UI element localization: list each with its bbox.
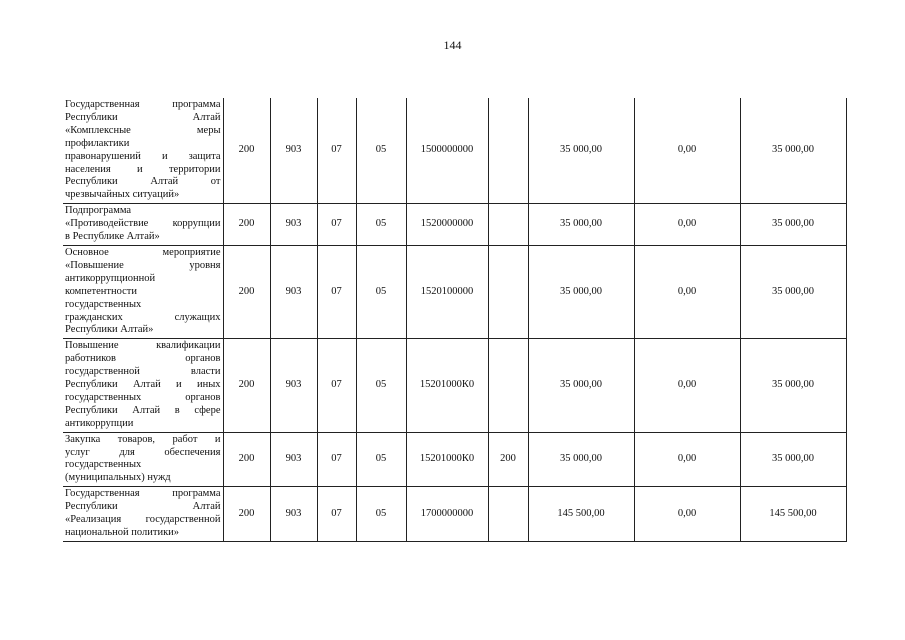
amount-change-cell: 0,00 — [634, 432, 740, 487]
amount-total-cell: 35 000,00 — [740, 339, 846, 432]
section-code-cell: 200 — [223, 339, 270, 432]
ministry-code-cell: 903 — [270, 487, 317, 542]
budget-table — [63, 98, 847, 542]
subchapter-code-cell: 05 — [356, 245, 406, 338]
expense-type-cell: 200 — [488, 432, 528, 487]
amount-total-cell: 35 000,00 — [740, 245, 846, 338]
item-name-line: Закупка товаров, работ и — [65, 433, 221, 445]
amount-change-cell: 0,00 — [634, 204, 740, 246]
item-name-line: Республики Алтай — [65, 111, 221, 123]
item-name-line: Республики Алтай и иных — [65, 379, 221, 391]
item-name-line: Подпрограмма — [65, 205, 132, 217]
subchapter-code-cell: 05 — [356, 204, 406, 246]
item-name-line: Государственная программа — [65, 99, 221, 110]
expense-type-cell — [488, 487, 528, 542]
section-code-cell: 200 — [223, 487, 270, 542]
ministry-code-cell: 903 — [270, 339, 317, 432]
expense-type-cell — [488, 245, 528, 338]
item-name-line: услуг для обеспечения — [65, 446, 221, 458]
item-name-line: государственных — [65, 459, 142, 471]
target-article-cell: 1520000000 — [406, 204, 488, 246]
item-name-line: «Повышение уровня — [65, 259, 221, 271]
subchapter-code-cell: 05 — [356, 432, 406, 487]
chapter-code-cell: 07 — [317, 98, 356, 204]
section-code-cell: 200 — [223, 245, 270, 338]
item-name-cell — [63, 432, 223, 487]
amount-total-cell: 35 000,00 — [740, 432, 846, 487]
table-row — [63, 204, 846, 246]
expense-type-cell — [488, 204, 528, 246]
amount-cell: 35 000,00 — [528, 245, 634, 338]
item-name-line: государственных органов — [65, 391, 221, 403]
amount-cell: 35 000,00 — [528, 339, 634, 432]
section-code-cell: 200 — [223, 98, 270, 204]
item-name-line: гражданских служащих — [65, 311, 221, 323]
item-name-line: населения и территории — [65, 163, 221, 175]
amount-change-cell: 0,00 — [634, 487, 740, 542]
expense-type-cell — [488, 98, 528, 204]
amount-cell: 35 000,00 — [528, 204, 634, 246]
item-name-cell — [63, 204, 223, 246]
target-article-cell: 1700000000 — [406, 487, 488, 542]
amount-cell: 35 000,00 — [528, 432, 634, 487]
item-name-line: Республики Алтай — [65, 501, 221, 513]
item-name-line: работников органов — [65, 353, 221, 365]
ministry-code-cell: 903 — [270, 245, 317, 338]
page-number: 144 — [443, 38, 462, 52]
item-name-line: антикоррупции — [65, 417, 134, 429]
item-name-line: Республики Алтай от — [65, 176, 221, 188]
item-name-cell — [63, 98, 223, 204]
item-name-line: в Республике Алтай» — [65, 231, 160, 243]
item-name-line: «Реализация государственной — [65, 514, 221, 526]
amount-cell: 145 500,00 — [528, 487, 634, 542]
item-name-line: чрезвычайных ситуаций» — [65, 189, 180, 201]
chapter-code-cell: 07 — [317, 339, 356, 432]
item-name-line: Основное мероприятие — [65, 246, 221, 258]
ministry-code-cell: 903 — [270, 98, 317, 204]
amount-total-cell: 35 000,00 — [740, 98, 846, 204]
target-article-cell: 15201000К0 — [406, 432, 488, 487]
section-code-cell: 200 — [223, 204, 270, 246]
amount-change-cell: 0,00 — [634, 339, 740, 432]
item-name-line: компетентности — [65, 285, 137, 297]
item-name-line: «Противодействие коррупции — [65, 218, 221, 230]
item-name-line: «Комплексные меры — [65, 124, 221, 136]
table-row — [63, 487, 846, 542]
chapter-code-cell: 07 — [317, 432, 356, 487]
item-name-line: государственных — [65, 298, 142, 310]
item-name-line: национальной политики» — [65, 527, 180, 538]
table-row — [63, 98, 846, 204]
amount-change-cell: 0,00 — [634, 245, 740, 338]
target-article-cell: 15201000К0 — [406, 339, 488, 432]
item-name-line: государственной власти — [65, 366, 221, 378]
amount-change-cell: 0,00 — [634, 98, 740, 204]
item-name-line: (муниципальных) нужд — [65, 472, 171, 484]
table-row — [63, 432, 846, 487]
item-name-line: Государственная программа — [65, 488, 221, 500]
subchapter-code-cell: 05 — [356, 487, 406, 542]
section-code-cell: 200 — [223, 432, 270, 487]
item-name-line: антикоррупционной — [65, 272, 156, 284]
subchapter-code-cell: 05 — [356, 339, 406, 432]
ministry-code-cell: 903 — [270, 432, 317, 487]
chapter-code-cell: 07 — [317, 204, 356, 246]
item-name-line: правонарушений и защита — [65, 150, 221, 162]
ministry-code-cell: 903 — [270, 204, 317, 246]
expense-type-cell — [488, 339, 528, 432]
chapter-code-cell: 07 — [317, 245, 356, 338]
chapter-code-cell: 07 — [317, 487, 356, 542]
target-article-cell: 1520100000 — [406, 245, 488, 338]
item-name-line: профилактики — [65, 137, 130, 149]
item-name-line: Повышение квалификации — [65, 340, 221, 352]
amount-cell: 35 000,00 — [528, 98, 634, 204]
item-name-cell — [63, 339, 223, 432]
table-row — [63, 245, 846, 338]
subchapter-code-cell: 05 — [356, 98, 406, 204]
item-name-cell — [63, 487, 223, 542]
table-row — [63, 339, 846, 432]
item-name-line: Республики Алтай в сфере — [65, 404, 221, 416]
table-body — [63, 98, 846, 541]
amount-total-cell: 145 500,00 — [740, 487, 846, 542]
item-name-cell — [63, 245, 223, 338]
amount-total-cell: 35 000,00 — [740, 204, 846, 246]
item-name-line: Республики Алтай» — [65, 324, 154, 336]
target-article-cell: 1500000000 — [406, 98, 488, 204]
